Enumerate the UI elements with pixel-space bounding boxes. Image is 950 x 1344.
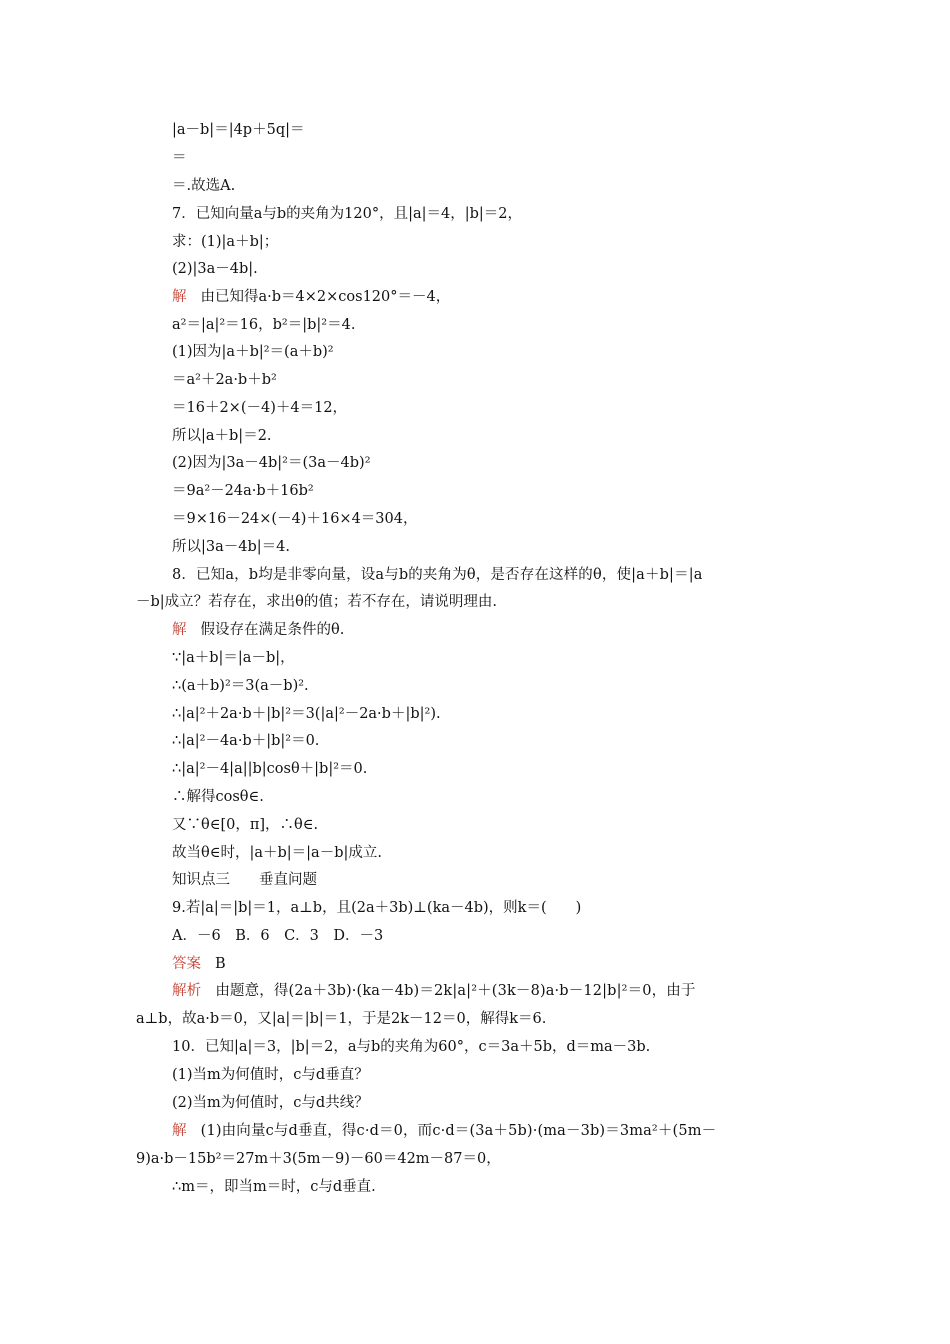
solution-label: 解 (172, 289, 187, 305)
text-line: ∴m＝，即当m＝时，c与d垂直. (172, 1179, 376, 1195)
text-line: ＝ (172, 150, 187, 166)
text-line: (2)当m为何值时，c与d共线？ (172, 1095, 369, 1111)
text-line: ＝9a²－24a·b＋16b² (172, 483, 314, 499)
text-line: a⊥b，故a·b＝0，又|a|＝|b|＝1，于是2k－12＝0，解得k＝6. (136, 1011, 547, 1027)
text-line: |a－b|＝|4p＋5q|＝ (172, 122, 305, 138)
text-line: (2)因为|3a－4b|²＝(3a－4b)² (172, 455, 371, 471)
text-line: ＝a²＋2a·b＋b² (172, 372, 277, 388)
text-line: B (215, 956, 226, 972)
text-line: ＝.故选A. (172, 178, 236, 194)
section-heading: 知识点三 垂直问题 (172, 872, 317, 888)
solution-line (172, 287, 450, 307)
text-line: 所以|a＋b|＝2. (172, 428, 272, 444)
solution-label: 解 (172, 1123, 187, 1139)
text-line: －b|成立？若存在，求出θ的值；若不存在，请说明理由. (136, 594, 498, 610)
text-line: ＝9×16－24×(－4)＋16×4＝304， (172, 511, 418, 527)
analysis-label: 解析 (172, 983, 202, 999)
text-line: ∴|a|²－4|a||b|cosθ＋|b|²＝0. (172, 761, 368, 777)
text-line: 假设存在满足条件的θ. (200, 622, 345, 638)
text-line: ∴|a|²＋2a·b＋|b|²＝3(|a|²－2a·b＋|b|²). (172, 706, 441, 722)
text-line: 故当θ∈时，|a＋b|＝|a－b|成立. (172, 845, 382, 861)
text-line: 由已知得a·b＝4×2×cos120°＝－4， (200, 289, 451, 305)
text-line: ∴解得cosθ∈. (172, 789, 264, 805)
text-line: 9)a·b－15b²＝27m＋3(5m－9)－60＝42m－87＝0， (136, 1151, 501, 1167)
answer-line (172, 954, 226, 974)
solution-line (172, 620, 344, 640)
analysis-line (172, 981, 696, 1001)
solution-line (172, 1121, 716, 1141)
question-9: 9.若|a|＝|b|＝1，a⊥b，且(2a＋3b)⊥(ka－4b)，则k＝( ) (172, 900, 582, 916)
text-line: (1)当m为何值时，c与d垂直？ (172, 1067, 369, 1083)
question-8: 8．已知a，b均是非零向量，设a与b的夹角为θ，是否存在这样的θ，使|a＋b|＝|a (172, 567, 703, 583)
text-line: 由题意，得(2a＋3b)·(ka－4b)＝2k|a|²＋(3k－8)a·b－12|b|²＝0，由于 (215, 983, 696, 999)
text-line: (2)|3a－4b|. (172, 261, 258, 277)
text-line: a²＝|a|²＝16，b²＝|b|²＝4. (172, 317, 356, 333)
solution-label: 解 (172, 622, 187, 638)
text-line: ∵|a＋b|＝|a－b|， (172, 650, 295, 666)
text-line: 求：(1)|a＋b|； (172, 234, 279, 250)
text-line: ∴(a＋b)²＝3(a－b)². (172, 678, 309, 694)
text-line: ∴|a|²－4a·b＋|b|²＝0. (172, 733, 320, 749)
question-7: 7．已知向量a与b的夹角为120°，且|a|＝4，|b|＝2， (172, 206, 522, 222)
answer-choices: A．－6 B．6 C．3 D．－3 (172, 928, 384, 944)
text-line: 所以|3a－4b|＝4. (172, 539, 290, 555)
text-line: ＝16＋2×(－4)＋4＝12， (172, 400, 348, 416)
text-line: (1)由向量c与d垂直，得c·d＝0，而c·d＝(3a＋5b)·(ma－3b)＝3ma²＋(5m－ (200, 1123, 717, 1139)
answer-label: 答案 (172, 956, 201, 972)
text-line: 又∵θ∈[0，π]，∴θ∈. (172, 817, 319, 833)
question-10: 10．已知|a|＝3，|b|＝2，a与b的夹角为60°，c＝3a＋5b，d＝ma－3b. (172, 1039, 651, 1055)
text-line: (1)因为|a＋b|²＝(a＋b)² (172, 344, 334, 360)
